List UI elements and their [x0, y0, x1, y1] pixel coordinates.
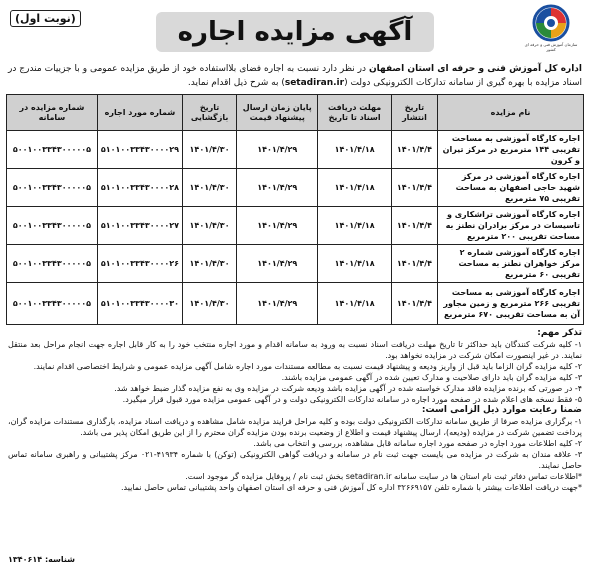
cell-doc-deadline: ۱۴۰۱/۴/۱۸	[318, 207, 392, 245]
table-row	[7, 207, 584, 245]
requirements-heading: ضمنا رعایت موارد ذیل الزامی است:	[421, 405, 582, 415]
cell-name: اجاره کارگاه آموزشی به مساحت تقریبی ۱۴۴ مترمربع در مرکز تیران و کرون	[438, 131, 584, 169]
note-line: ۲- کلیه مزایده گران الزاما باید قبل از واریز ودیعه و پیشنهاد قیمت نسبت به مطالعه مستندات مورد اجاره شامل آگهی مزایده عمومی و شرایط اختصاصی اقدام نمایند.	[33, 362, 582, 371]
cell-sys-no: ۵۰۰۱۰۰۳۳۴۳۰۰۰۰۰۵	[7, 131, 98, 169]
table-row	[7, 169, 584, 207]
cell-doc-deadline: ۱۴۰۱/۴/۱۸	[318, 131, 392, 169]
cell-sys-no: ۵۰۰۱۰۰۳۳۴۳۰۰۰۰۰۵	[7, 283, 98, 325]
cell-name: اجاره کارگاه آموزشی شماره ۲ مرکز خواهران نطنز به مساحت تقریبی ۶۰ مترمربع	[438, 245, 584, 283]
cell-lease-no: ۵۱۰۱۰۰۳۳۴۳۰۰۰۰۲۶	[97, 245, 182, 283]
ad-reference-id: شناسه: ۱۳۴۰۶۱۴	[8, 555, 76, 564]
logo-caption: سازمان آموزش فنی و حرفه ای کشور	[524, 42, 578, 52]
table-row	[7, 131, 584, 169]
cell-opening: ۱۴۰۱/۴/۳۰	[183, 283, 237, 325]
col-doc-deadline: مهلت دریافت اسناد تا تاریخ	[318, 95, 392, 131]
intro-text-1: در نظر دارد نسبت به اجاره فضای بلااستفاده خود از طریق مزایده عمومی و با جزییات مندرج در اسناد مزایده با بهره گیری از سامانه تدارکات الکترونیکی دولت (	[8, 64, 582, 88]
cell-publish: ۱۴۰۱/۴/۴	[391, 169, 437, 207]
setad-link[interactable]: setadiran.ir	[284, 78, 345, 88]
org-name: اداره کل آموزش فنی و حرفه ای استان اصفهان	[368, 64, 582, 74]
cell-opening: ۱۴۰۱/۴/۳۰	[183, 131, 237, 169]
intro-paragraph	[6, 62, 584, 90]
col-bid-deadline: پایان زمان ارسال پیشنهاد قیمت	[237, 95, 318, 131]
logo	[524, 4, 578, 52]
col-sys-no: شماره مزایده در سامانه	[7, 95, 98, 131]
cell-bid-deadline: ۱۴۰۱/۴/۲۹	[237, 131, 318, 169]
cell-opening: ۱۴۰۱/۴/۳۰	[183, 245, 237, 283]
cell-sys-no: ۵۰۰۱۰۰۳۳۴۳۰۰۰۰۰۵	[7, 207, 98, 245]
note-line: ۴- در صورتی که برنده مزایده فاقد مدارک خواسته شده در آگهی مزایده باشد ودیعه شرکت در مزایده وی به نفع مزایده گذار ضبط خواهد شد.	[114, 384, 582, 393]
cell-sys-no: ۵۰۰۱۰۰۳۳۴۳۰۰۰۰۰۵	[7, 169, 98, 207]
cell-bid-deadline: ۱۴۰۱/۴/۲۹	[237, 169, 318, 207]
cell-name: اجاره کارگاه آموزشی تراشکاری و تاسیسات در مرکز برادران نطنز به مساحت تقریبی ۲۰۰ مترمربع	[438, 207, 584, 245]
col-opening: تاریخ بازگشایی	[183, 95, 237, 131]
note-line: ۳- کلیه مزایده گران باید دارای صلاحیت و مدارک تعیین شده در آگهی عمومی مزایده باشند.	[281, 373, 582, 382]
requirement-line: *اطلاعات تماس دفاتر ثبت نام استان ها در سایت سامانه setadiran.ir بخش ثبت نام / پروفایل مزایده گر موجود است.	[185, 472, 582, 481]
notes-heading: تذکر مهم:	[537, 328, 582, 338]
cell-lease-no: ۵۱۰۱۰۰۳۳۴۳۰۰۰۰۲۸	[97, 169, 182, 207]
cell-publish: ۱۴۰۱/۴/۴	[391, 131, 437, 169]
cell-doc-deadline: ۱۴۰۱/۴/۱۸	[318, 283, 392, 325]
cell-lease-no: ۵۱۰۱۰۰۳۳۴۳۰۰۰۰۲۷	[97, 207, 182, 245]
cell-bid-deadline: ۱۴۰۱/۴/۲۹	[237, 207, 318, 245]
cell-publish: ۱۴۰۱/۴/۴	[391, 245, 437, 283]
table-header-row	[7, 95, 584, 131]
col-lease-no: شماره مورد اجاره	[97, 95, 182, 131]
page-title: آگهی مزایده اجاره	[156, 12, 434, 52]
intro-text-2: ) به شرح ذیل اقدام نماید.	[187, 78, 285, 88]
cell-bid-deadline: ۱۴۰۱/۴/۲۹	[237, 283, 318, 325]
cell-name: اجاره کارگاه آموزشی به مساحت تقریبی ۲۶۶ مترمربع و زمین مجاور آن به مساحت تقریبی ۶۷۰ مترمربع	[438, 283, 584, 325]
cell-lease-no: ۵۱۰۱۰۰۳۳۴۳۰۰۰۰۲۹	[97, 131, 182, 169]
header	[6, 4, 584, 62]
col-publish: تاریخ انتشار	[391, 95, 437, 131]
cell-publish: ۱۴۰۱/۴/۴	[391, 283, 437, 325]
cell-doc-deadline: ۱۴۰۱/۴/۱۸	[318, 169, 392, 207]
cell-opening: ۱۴۰۱/۴/۳۰	[183, 207, 237, 245]
cell-lease-no: ۵۱۰۱۰۰۳۳۴۳۰۰۰۰۳۰	[97, 283, 182, 325]
cell-name: اجاره کارگاه آموزشی در مرکز شهید حاجی اصفهان به مساحت تقریبی ۷۵ مترمربع	[438, 169, 584, 207]
requirement-line: ۳- علاقه مندان به شرکت در مزایده می بایست جهت ثبت نام در سامانه و دریافت گواهی الکترونیکی (توکن) با شماره ۴۱۹۳۴-۰۲۱ مرکز پشتیبانی و راهبری سامانه تماس حاصل نمایند.	[8, 450, 582, 470]
cell-bid-deadline: ۱۴۰۱/۴/۲۹	[237, 245, 318, 283]
round-badge: (نوبت اول)	[10, 10, 81, 27]
note-line: ۵- فقط نسخه های اعلام شده در صفحه مورد اجاره در سامانه تدارکات الکترونیکی دولت و در آگهی عمومی مزایده مورد قبول قرار میگیرد.	[122, 395, 582, 404]
cell-publish: ۱۴۰۱/۴/۴	[391, 207, 437, 245]
requirement-line: *جهت دریافت اطلاعات بیشتر با شماره تلفن ۳۲۶۶۹۱۵۷ اداره کل آموزش فنی و حرفه ای استان اصفهان واحد پشتیبانی تماس حاصل نمایید.	[120, 483, 582, 492]
notes-section	[6, 328, 584, 493]
cell-sys-no: ۵۰۰۱۰۰۳۳۴۳۰۰۰۰۰۵	[7, 245, 98, 283]
col-name: نام مزایده	[438, 95, 584, 131]
cell-opening: ۱۴۰۱/۴/۳۰	[183, 169, 237, 207]
auction-table	[6, 94, 584, 325]
note-line: ۱- کلیه شرکت کنندگان باید حداکثر تا تاریخ مهلت دریافت اسناد نسبت به ورود به سامانه اقدام و مورد اجاره منتخب خود را به کار قابل اجاره جهت انجام مراحل بعد منتقل نمایند. در غیر اینصورت امکان شرکت در مزایده نخواهد بود.	[8, 340, 582, 360]
cell-doc-deadline: ۱۴۰۱/۴/۱۸	[318, 245, 392, 283]
requirement-line: ۲- کلیه اطلاعات مورد اجاره در صفحه مورد اجاره سامانه قابل مشاهده، بررسی و انتخاب می باشد.	[253, 439, 582, 448]
tvto-logo-icon	[532, 4, 570, 42]
table-row	[7, 283, 584, 325]
requirement-line: ۱- برگزاری مزایده صرفا از طریق سامانه تدارکات الکترونیکی دولت بوده و کلیه مراحل فرایند مزایده شامل مشاهده و دریافت اسناد مزایده، بارگذاری مستندات مزایده گران، پرداخت تضمین شرکت در مزایده (ودیعه)، ارسال پیشنهاد قیمت و اطلاع از وضعیت برنده بودن مزایده گران محترم را از این طریق امکان پذیر می باشد.	[8, 417, 582, 437]
table-row	[7, 245, 584, 283]
